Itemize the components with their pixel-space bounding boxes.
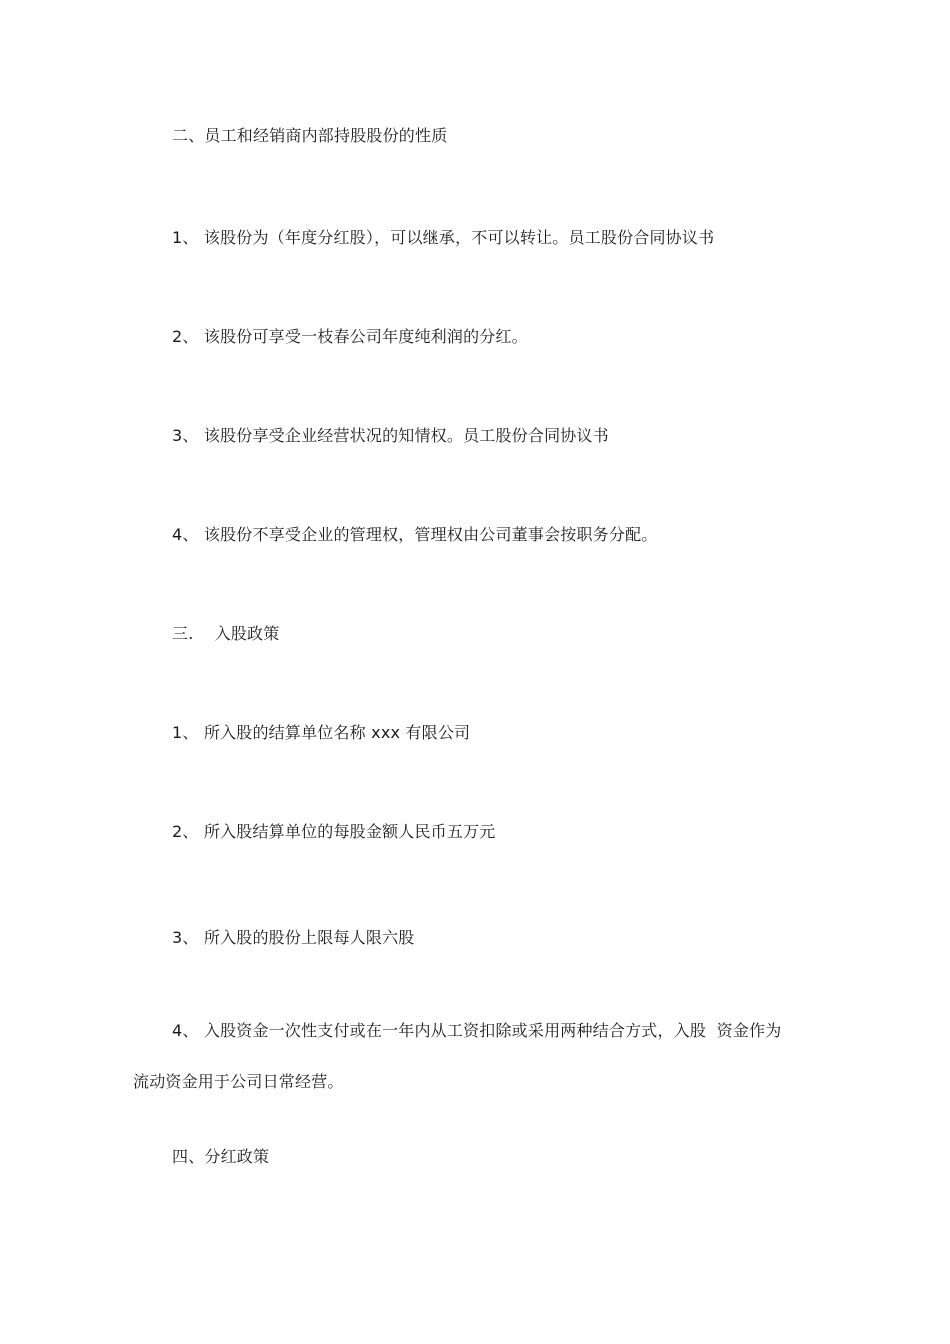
- section-3-item-4-line-1: 4、 入股资金一次性支付或在一年内从工资扣除或采用两种结合方式，入股 资金作为: [172, 1021, 782, 1040]
- section-2-heading: 二、员工和经销商内部持股股份的性质: [172, 126, 448, 145]
- section-2-item-4: 4、 该股份不享受企业的管理权，管理权由公司董事会按职务分配。: [172, 525, 658, 544]
- section-4-heading: 四、分红政策: [172, 1147, 270, 1166]
- section-3-heading: 三. 入股政策: [172, 624, 280, 643]
- section-3-item-4-line-2: 流动资金用于公司日常经营。: [133, 1072, 344, 1091]
- section-3-item-3: 3、 所入股的股份上限每人限六股: [172, 928, 415, 947]
- section-3-item-1: 1、 所入股的结算单位名称 xxx 有限公司: [172, 723, 471, 742]
- section-3-item-2: 2、 所入股结算单位的每股金额人民币五万元: [172, 822, 496, 841]
- section-2-item-1: 1、 该股份为（年度分红股），可以继承，不可以转让。员工股份合同协议书: [172, 228, 715, 247]
- section-2-item-2: 2、 该股份可享受一枝春公司年度纯利润的分红。: [172, 327, 528, 346]
- section-2-item-3: 3、 该股份享受企业经营状况的知情权。员工股份合同协议书: [172, 426, 609, 445]
